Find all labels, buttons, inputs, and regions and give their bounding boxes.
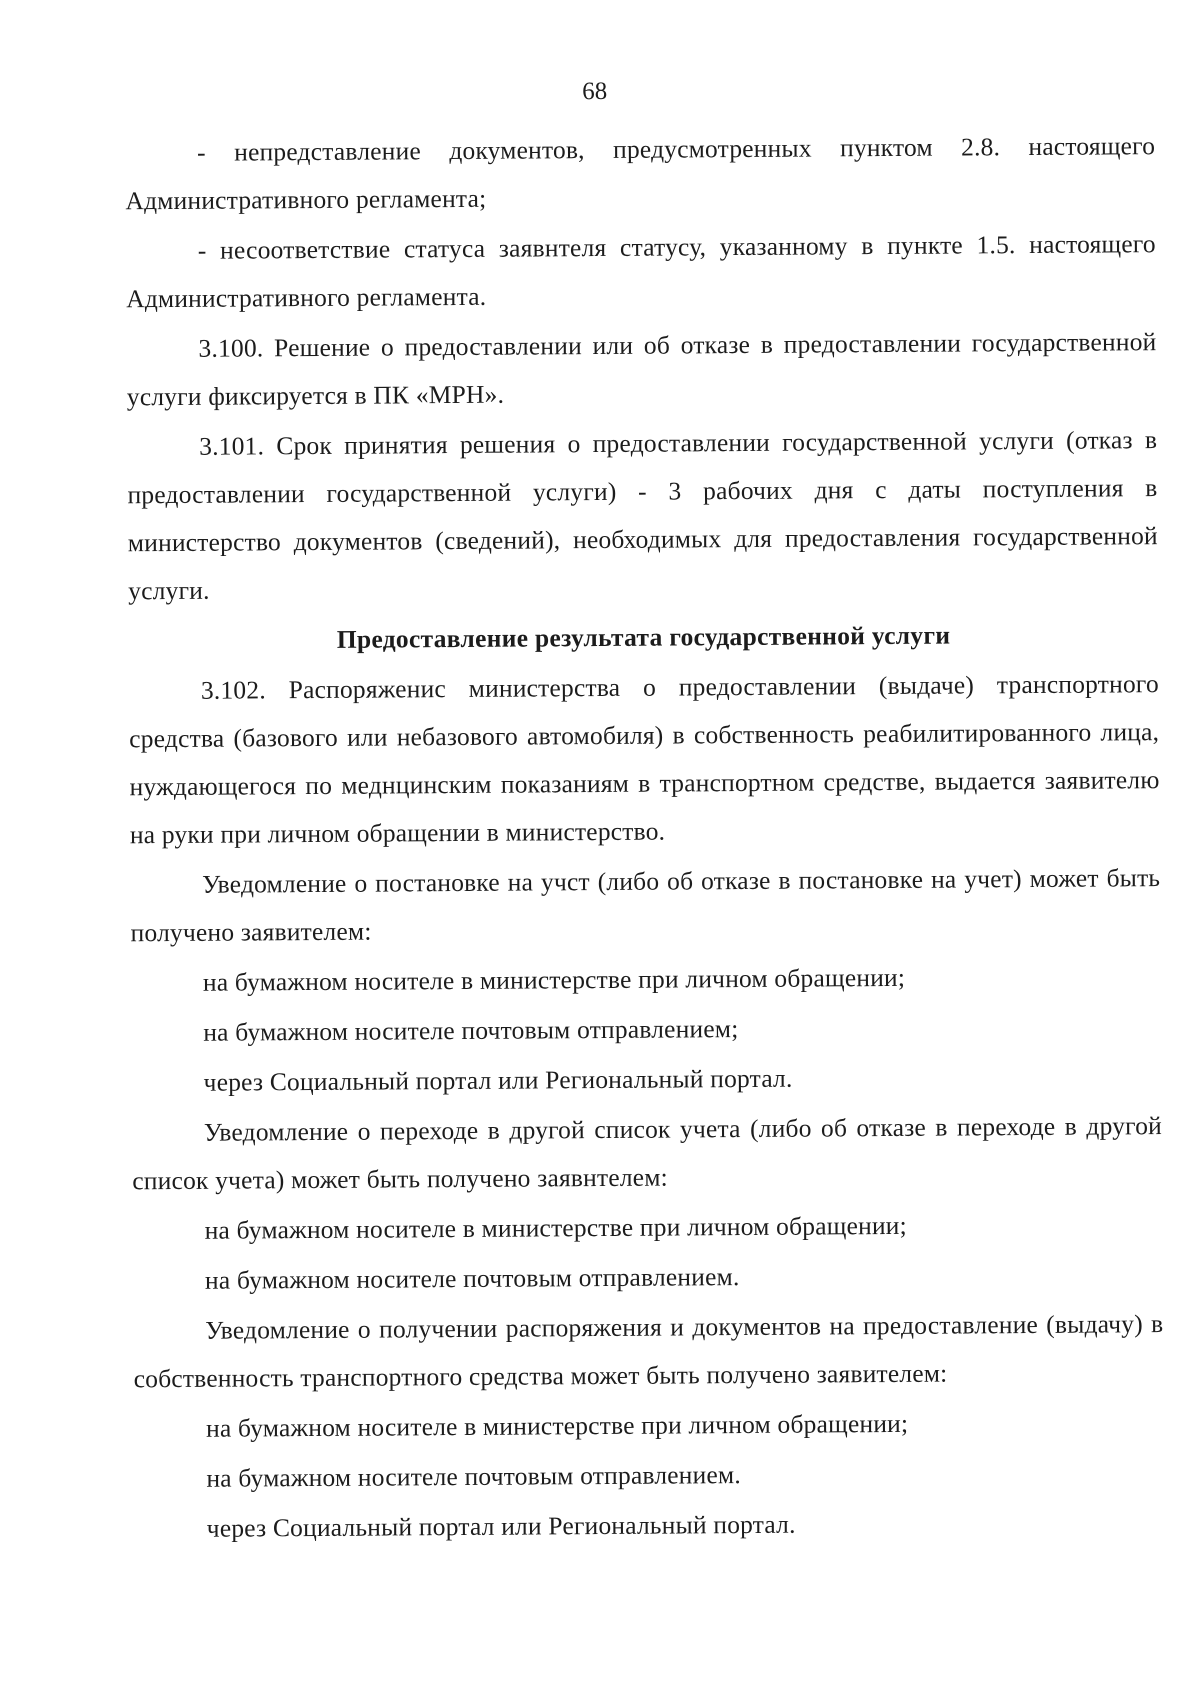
paragraph-nonsubmission-documents: - непредставление документов, предусмотренных пунктом 2.8. настоящего Административного регламента;	[125, 131, 1156, 216]
paragraph-status-mismatch: - несоответствие статуса заявнтеля статусу, указанному в пункте 1.5. настоящего Административного регламента.	[126, 229, 1156, 314]
list-item: на бумажном носителе почтовым отправлением;	[203, 1014, 739, 1047]
list-item: на бумажном носителе в министерстве при личном обращении;	[202, 962, 906, 997]
document-body	[125, 122, 1165, 1555]
paragraph-3-100: 3.100. Решение о предоставлении или об отказе в предоставлении государственной услуги фиксируется в ПК «МРН».	[126, 327, 1157, 412]
paragraph-3-102: 3.102. Распоряженис министерства о предоставлении (выдаче) транспортного средства (базового или небазового автомобиля) в собственность реабилитированного лица, нуждающегося по меднцинским показаниям в транспортном средстве, выдается заявителю на руки при личном обращении в министерство.	[129, 669, 1160, 850]
list-item: на бумажном носителе почтовым отправлением.	[206, 1460, 741, 1493]
list-item: на бумажном носителе в министерстве при личном обращении;	[204, 1210, 907, 1245]
paragraph-list-transfer-notice: Уведомление о переходе в другой список учета (либо об отказе в переходе в другой список учета) может быть получено заявнтелем:	[132, 1111, 1163, 1196]
paragraph-order-receipt-notice: Уведомление о получении распоряжения и документов на предоставление (выдачу) в собственность транспортного средства может быть получено заявителем:	[133, 1309, 1164, 1394]
list-item: через Социальный портал или Региональный портал.	[206, 1509, 796, 1543]
list-item: на бумажном носителе почтовым отправлением.	[204, 1262, 740, 1295]
paragraph-registration-notice: Уведомление о постановке на учст (либо об отказе в постановке на учет) может быть получено заявителем:	[130, 863, 1161, 948]
section-heading: Предоставление результата государственной услуги	[336, 620, 951, 654]
page-number: 68	[582, 77, 608, 106]
list-item: на бумажном носителе в министерстве при личном обращении;	[205, 1408, 909, 1443]
paragraph-3-101: 3.101. Срок принятия решения о предоставлении государственной услуги (отказ в предоставлении государственной услуги) - 3 рабочих дня с даты поступления в министерство документов (сведений), необходимых для предоставления государственной услуги.	[127, 425, 1158, 606]
list-item: через Социальный портал или Региональный портал.	[203, 1063, 793, 1097]
